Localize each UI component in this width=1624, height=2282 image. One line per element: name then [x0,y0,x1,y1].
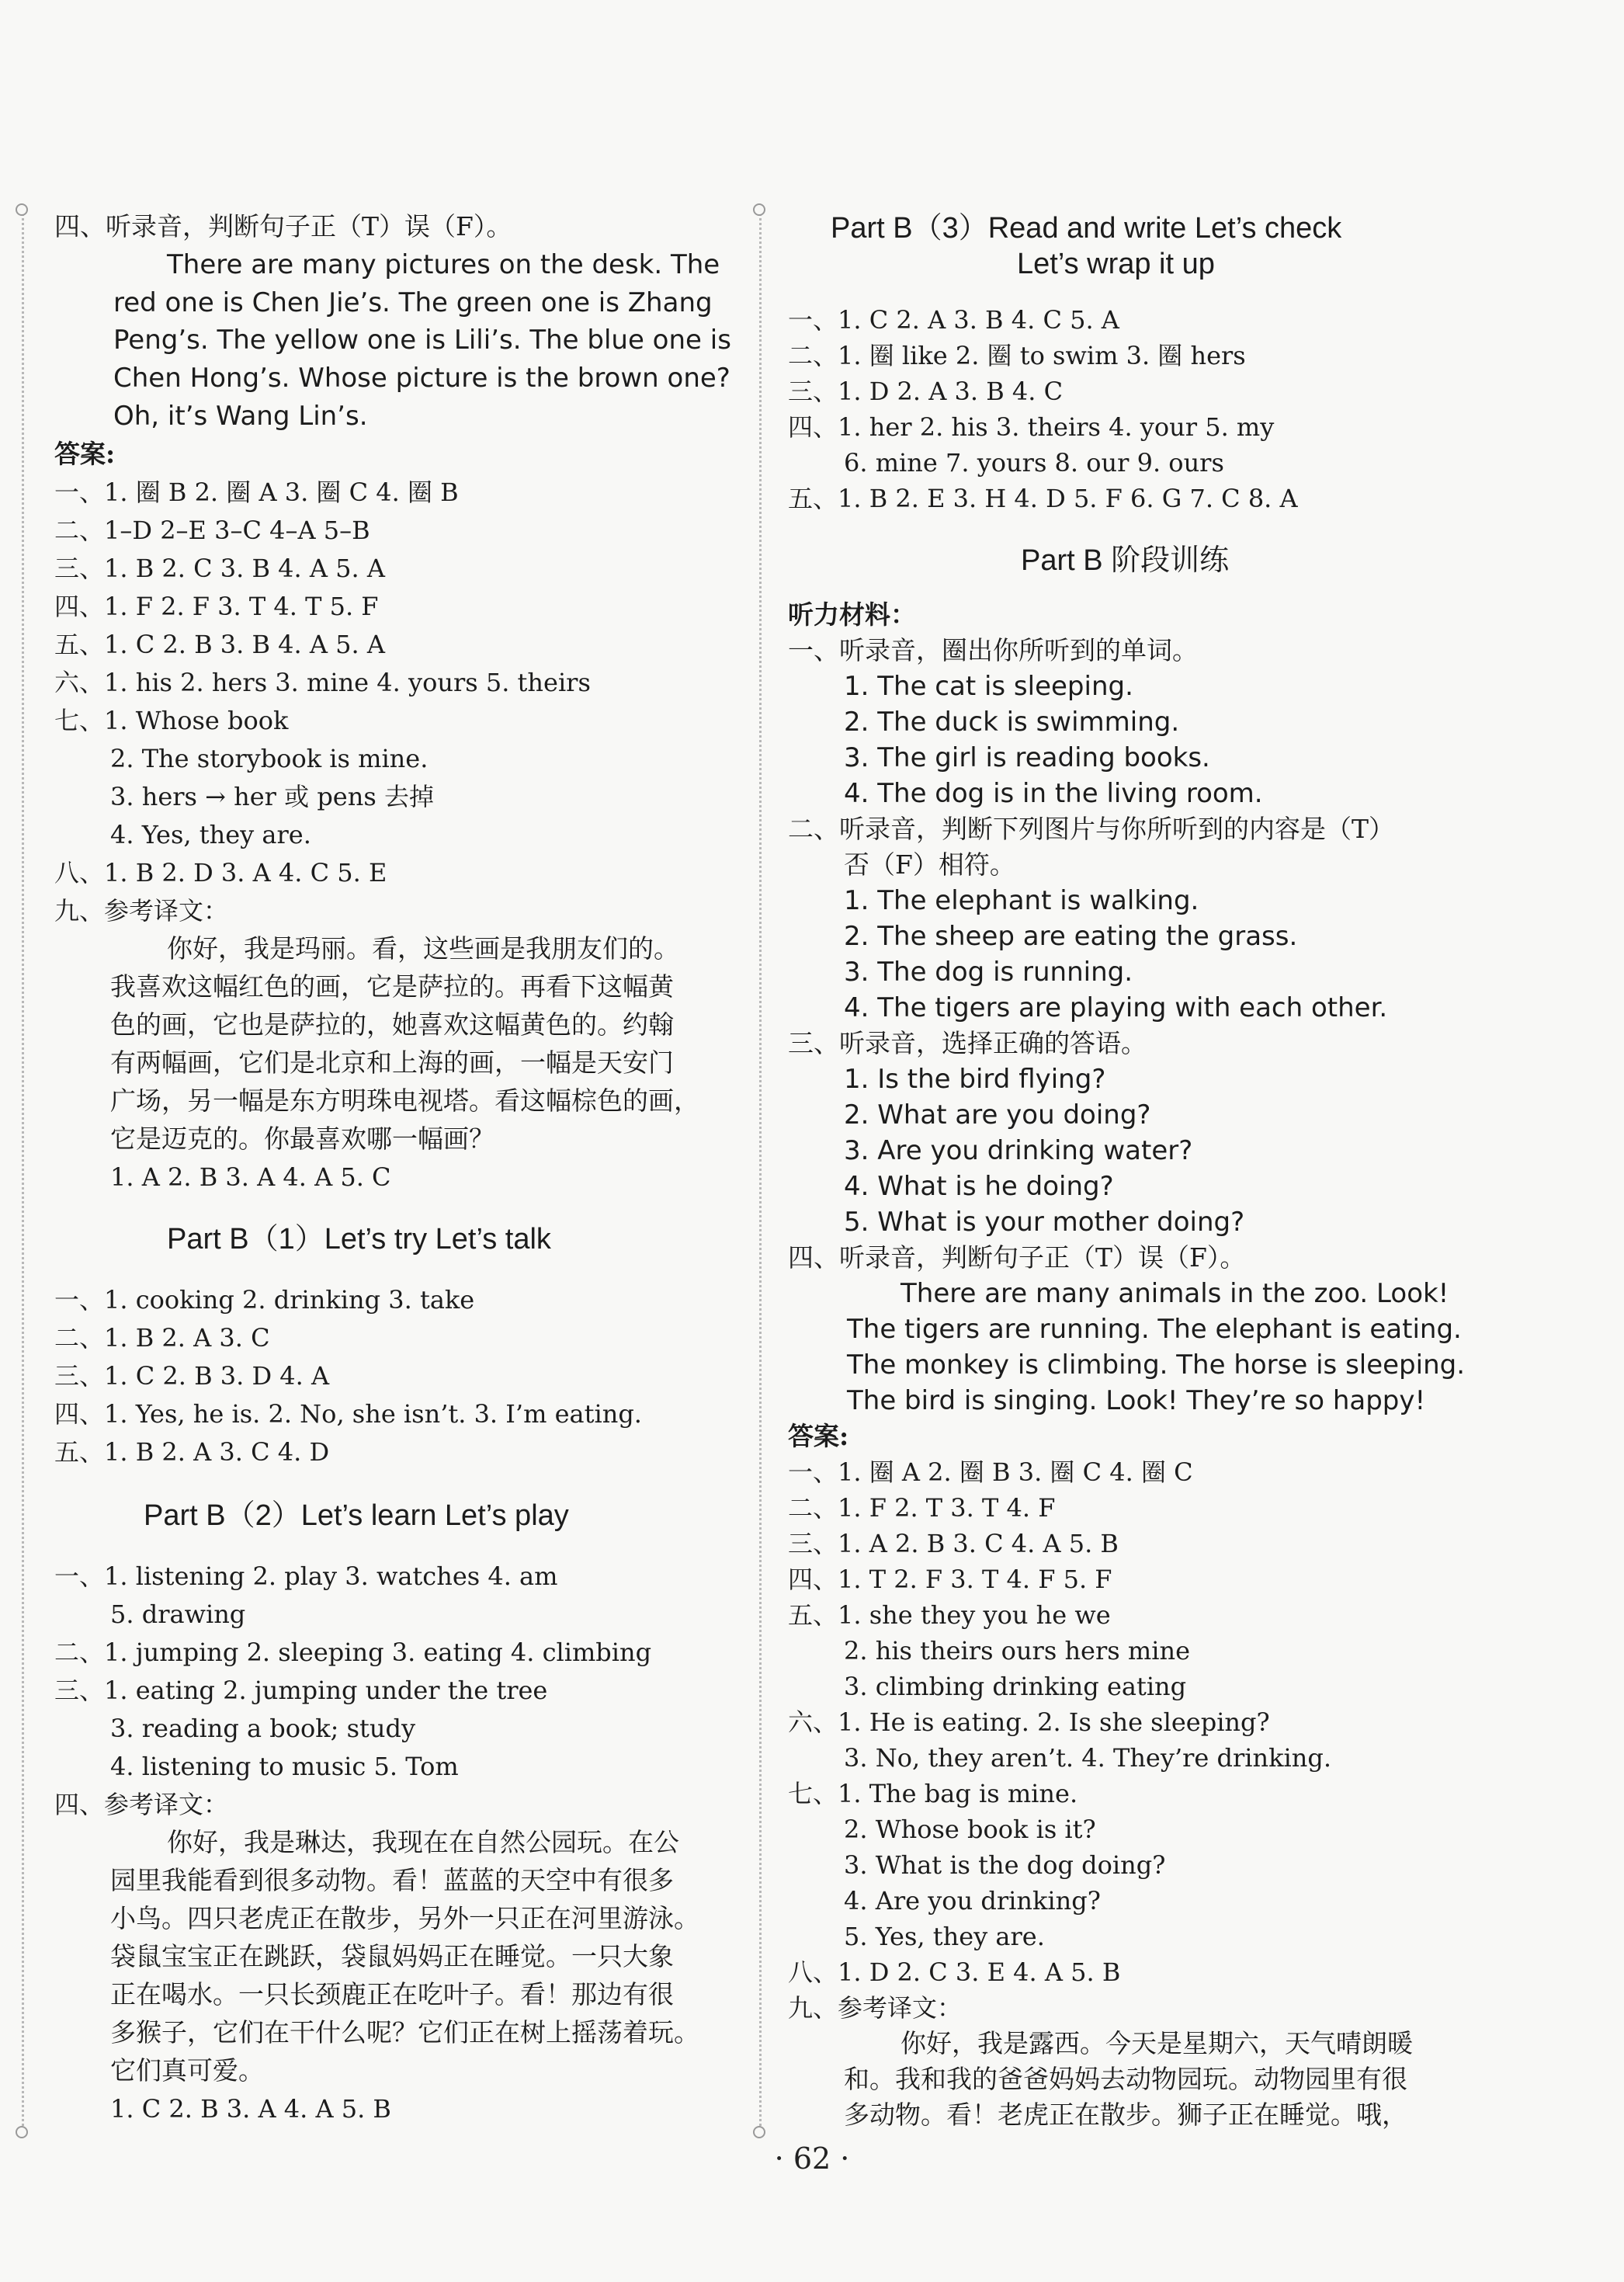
answer-line: 四、参考译文： [54,1790,229,1819]
listening-line: 1. Is the bird flying? [844,1064,1106,1095]
answer-line: 四、1. her 2. his 3. theirs 4. your 5. my [788,412,1275,442]
answer-line: 3. reading a book; study [110,1714,416,1743]
listening-line: 1. The cat is sleeping. [844,671,1133,702]
question-heading: 一、听录音，圈出你所听到的单词。 [788,635,1198,665]
answers-label: 答案: [788,1421,849,1451]
passage-line: The monkey is climbing. The horse is sleeping. [847,1349,1466,1381]
answer-line: 5. Yes, they are. [844,1922,1045,1951]
answer-line: 五、1. B 2. E 3. H 4. D 5. F 6. G 7. C 8. A [788,484,1298,513]
section-title-stage: Part B 阶段训练 [1021,544,1230,577]
section-title-partb2: Part B（2）Let’s learn Let’s play [144,1499,569,1532]
passage-line: Oh, it’s Wang Lin’s. [113,401,368,432]
answer-line: 四、1. Yes, he is. 2. No, she isn’t. 3. I’m eating. [54,1399,642,1429]
answer-line: 六、1. his 2. hers 3. mine 4. yours 5. theirs [54,668,591,697]
section-title-partb1: Part B（1）Let’s try Let’s talk [167,1223,551,1256]
translation-line: 多动物。看！老虎正在散步。狮子正在睡觉。哦， [844,2100,1407,2130]
answer-line: 2. his theirs ours hers mine [844,1636,1190,1665]
section-heading: 四、听录音，判断句子正（T）误（F）。 [54,211,512,241]
listening-line: 1. The elephant is walking. [844,885,1199,916]
answer-line: 九、参考译文： [788,1993,963,2023]
answer-line: 三、1. B 2. C 3. B 4. A 5. A [54,554,385,583]
binder-hole-top-left [16,203,28,216]
answer-line: 七、1. Whose book [54,706,289,735]
answer-line: 2. Whose book is it? [844,1815,1096,1844]
section-title-partb3: Part B（3）Read and write Let’s check [831,212,1342,245]
listening-line: 3. The girl is reading books. [844,742,1210,773]
passage-line: The tigers are running. The elephant is eating. [847,1314,1462,1345]
answer-line: 五、1. she they you he we [788,1600,1111,1630]
answer-line: 二、1–D 2–E 3–C 4–A 5–B [54,516,370,545]
answer-line: 五、1. C 2. B 3. B 4. A 5. A [54,630,385,659]
listening-line: 4. What is he doing? [844,1171,1114,1202]
passage-line: red one is Chen Jie’s. The green one is Zhang [113,287,713,318]
answer-line: 二、1. B 2. A 3. C [54,1323,270,1353]
answer-line: 八、1. D 2. C 3. E 4. A 5. B [788,1957,1121,1987]
answer-line: 四、1. F 2. F 3. T 4. T 5. F [54,592,379,621]
section-title-partb3-line2: Let’s wrap it up [1017,248,1215,280]
question-heading: 三、听录音，选择正确的答语。 [788,1028,1147,1058]
translation-line: 你好，我是玛丽。看，这些画是我朋友们的。 [167,933,679,964]
answer-line: 三、1. A 2. B 3. C 4. A 5. B [788,1529,1119,1558]
answer-line: 一、1. listening 2. play 3. watches 4. am [54,1561,558,1591]
binder-hole-top-middle [753,203,765,216]
binder-hole-bottom-left [16,2126,28,2138]
answer-line: 三、1. C 2. B 3. D 4. A [54,1361,330,1391]
translation-line: 园里我能看到很多动物。看！蓝蓝的天空中有很多 [110,1865,674,1895]
listening-line: 2. What are you doing? [844,1099,1151,1131]
listening-line: 3. Are you drinking water? [844,1135,1193,1166]
passage-line: There are many animals in the zoo. Look! [900,1278,1449,1309]
answer-line: 五、1. B 2. A 3. C 4. D [54,1437,330,1467]
answer-line: 5. drawing [110,1599,246,1629]
answer-line: 六、1. He is eating. 2. Is she sleeping? [788,1707,1270,1737]
answer-line: 九、参考译文： [54,896,229,926]
translation-line: 袋鼠宝宝正在跳跃，袋鼠妈妈正在睡觉。一只大象 [110,1941,674,1971]
listening-line: 5. What is your mother doing? [844,1207,1245,1238]
answer-line: 一、1. C 2. A 3. B 4. C 5. A [788,305,1119,335]
answer-line: 四、1. T 2. F 3. T 4. F 5. F [788,1565,1112,1594]
translation-line: 你好，我是琳达，我现在在自然公园玩。在公 [167,1827,679,1857]
passage-line: Chen Hong’s. Whose picture is the brown one? [113,363,730,394]
answer-line: 一、1. cooking 2. drinking 3. take [54,1285,475,1315]
answer-line: 二、1. F 2. T 3. T 4. F [788,1493,1056,1523]
answer-line: 2. The storybook is mine. [110,744,429,773]
listening-line: 2. The duck is swimming. [844,707,1180,738]
translation-line: 正在喝水。一只长颈鹿正在吃叶子。看！那边有很 [110,1979,674,2009]
answer-line: 3. No, they aren’t. 4. They’re drinking. [844,1743,1332,1773]
answer-line: 1. A 2. B 3. A 4. A 5. C [110,1162,391,1192]
answer-line: 6. mine 7. yours 8. our 9. ours [844,448,1224,478]
translation-line: 色的画，它也是萨拉的，她喜欢这幅黄色的。约翰 [110,1009,674,1040]
page-number: · 62 · [774,2141,850,2176]
question-heading: 四、听录音，判断句子正（T）误（F）。 [788,1242,1246,1273]
answer-line: 4. listening to music 5. Tom [110,1752,459,1781]
question-heading: 二、听录音，判断下列图片与你所听到的内容是（T） [788,814,1395,844]
answer-line: 4. Are you drinking? [844,1886,1101,1916]
translation-line: 有两幅画，它们是北京和上海的画，一幅是天安门 [110,1047,674,1078]
answer-line: 三、1. D 2. A 3. B 4. C [788,377,1064,406]
answer-line: 七、1. The bag is mine. [788,1779,1078,1808]
listening-line: 4. The dog is in the living room. [844,778,1263,809]
translation-line: 它们真可爱。 [110,2055,264,2086]
translation-line: 多猴子，它们在干什么呢？它们正在树上摇荡着玩。 [110,2017,699,2048]
translation-line: 小鸟。四只老虎正在散步，另外一只正在河里游泳。 [110,1903,699,1933]
answer-line: 八、1. B 2. D 3. A 4. C 5. E [54,858,387,887]
answers-label: 答案: [54,439,116,469]
passage-line: There are many pictures on the desk. The [167,249,720,280]
binder-line-left [22,210,24,2135]
answer-line: 二、1. jumping 2. sleeping 3. eating 4. climbing [54,1638,652,1667]
binder-line-middle [759,210,762,2135]
answer-line: 3. What is the dog doing? [844,1850,1166,1880]
listening-line: 3. The dog is running. [844,957,1133,988]
answer-line: 3. hers → her 或 pens 去掉 [110,782,434,811]
answer-line: 一、1. 圈 B 2. 圈 A 3. 圈 C 4. 圈 B [54,478,459,507]
translation-line: 我喜欢这幅红色的画，它是萨拉的。再看下这幅黄 [110,971,674,1002]
passage-line: Peng’s. The yellow one is Lili’s. The blue one is [113,325,731,356]
translation-line: 和。我和我的爸爸妈妈去动物园玩。动物园里有很 [844,2064,1407,2094]
question-heading-cont: 否（F）相符。 [844,849,1015,880]
answer-line: 一、1. 圈 A 2. 圈 B 3. 圈 C 4. 圈 C [788,1457,1193,1487]
answer-line: 三、1. eating 2. jumping under the tree [54,1676,548,1705]
translation-line: 它是迈克的。你最喜欢哪一幅画？ [110,1124,494,1154]
listening-label: 听力材料： [788,599,916,630]
translation-line: 你好，我是露西。今天是星期六，天气晴朗暖 [900,2028,1413,2058]
answer-line: 4. Yes, they are. [110,820,311,849]
answer-line: 3. climbing drinking eating [844,1672,1187,1701]
listening-line: 4. The tigers are playing with each other. [844,992,1388,1023]
answer-line: 1. C 2. B 3. A 4. A 5. B [110,2094,391,2124]
binder-hole-bottom-middle [753,2126,765,2138]
passage-line: The bird is singing. Look! They’re so happy! [847,1385,1426,1416]
translation-line: 广场，另一幅是东方明珠电视塔。看这幅棕色的画， [110,1085,699,1116]
answer-line: 二、1. 圈 like 2. 圈 to swim 3. 圈 hers [788,341,1246,370]
listening-line: 2. The sheep are eating the grass. [844,921,1298,952]
